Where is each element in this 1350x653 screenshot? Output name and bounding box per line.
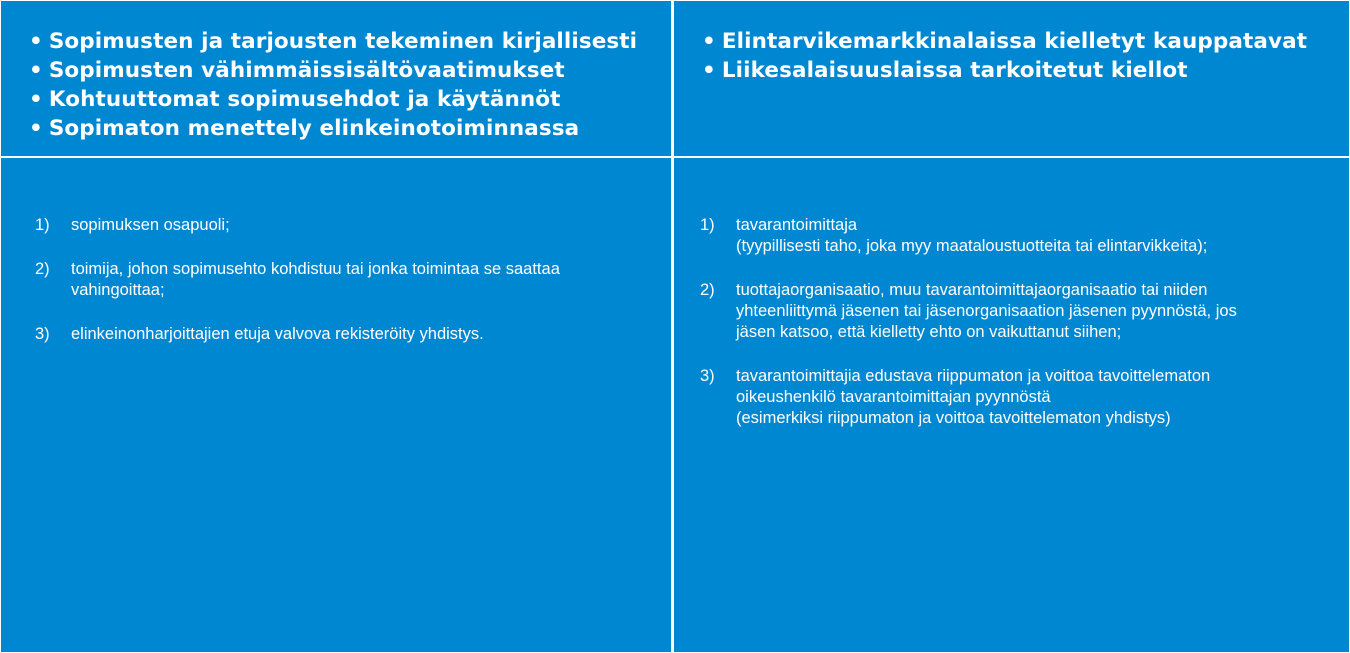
list-text: tavarantoimittaja — [736, 216, 858, 234]
list-item — [35, 215, 655, 236]
list-text: jäsen katsoo, että kielletty ehto on vaikuttanut siihen; — [736, 323, 1122, 341]
list-item — [700, 366, 1330, 429]
bullet-item: • Elintarvikemarkkinalaissa kielletyt kauppatavat — [702, 29, 1308, 54]
list-text: tavarantoimittajia edustava riippumaton ja voittoa tavoittelematon — [736, 367, 1211, 385]
top-right-bullet-list — [702, 27, 1307, 85]
bottom-left-panel — [1, 158, 671, 652]
list-number: 3) — [35, 325, 50, 343]
list-item — [35, 259, 655, 301]
top-left-panel — [1, 1, 671, 156]
list-text: (esimerkiksi riippumaton ja voittoa tavoittelematon yhdistys) — [736, 409, 1171, 427]
list-text: elinkeinonharjoittajien etuja valvova rekisteröity yhdistys. — [71, 325, 484, 343]
list-text: sopimuksen osapuoli; — [71, 216, 230, 234]
bullet-icon: • — [29, 58, 43, 83]
list-text: yhteenliittymä jäsenen tai jäsenorganisaation jäsenen pyynnöstä, jos — [736, 302, 1237, 320]
list-text: (tyypillisesti taho, joka myy maataloustuotteita tai elintarvikkeita); — [736, 237, 1208, 255]
bottom-right-panel — [674, 158, 1349, 652]
bullet-item: • Liikesalaisuuslaissa tarkoitetut kiellot — [702, 58, 1188, 83]
list-text: toimija, johon sopimusehto kohdistuu tai jonka toimintaa se saattaa — [71, 260, 560, 278]
bullet-icon: • — [29, 116, 43, 141]
bullet-icon: • — [29, 29, 43, 54]
list-text: tuottajaorganisaatio, muu tavarantoimittajaorganisaatio tai niiden — [736, 281, 1208, 299]
bullet-icon: • — [702, 29, 716, 54]
list-number: 2) — [35, 260, 50, 278]
list-text: oikeushenkilö tavarantoimittajan pyynnöstä — [736, 388, 1051, 406]
top-left-bullet-list — [29, 27, 637, 143]
bullet-item: • Kohtuuttomat sopimusehdot ja käytännöt — [29, 87, 561, 112]
list-number: 1) — [700, 216, 715, 234]
bottom-right-numbered-list — [700, 215, 1330, 452]
list-text: vahingoittaa; — [71, 281, 165, 299]
bullet-icon: • — [29, 87, 43, 112]
list-item — [700, 215, 1330, 257]
list-item — [35, 324, 655, 345]
list-item — [700, 280, 1330, 343]
list-number: 3) — [700, 367, 715, 385]
top-right-panel — [674, 1, 1349, 156]
bullet-item: • Sopimusten ja tarjousten tekeminen kirjallisesti — [29, 29, 638, 54]
list-number: 2) — [700, 281, 715, 299]
bottom-left-numbered-list — [35, 215, 655, 368]
bullet-icon: • — [702, 58, 716, 83]
list-number: 1) — [35, 216, 50, 234]
bullet-item: • Sopimaton menettely elinkeinotoiminnassa — [29, 116, 580, 141]
bullet-item: • Sopimusten vähimmäissisältövaatimukset — [29, 58, 565, 83]
